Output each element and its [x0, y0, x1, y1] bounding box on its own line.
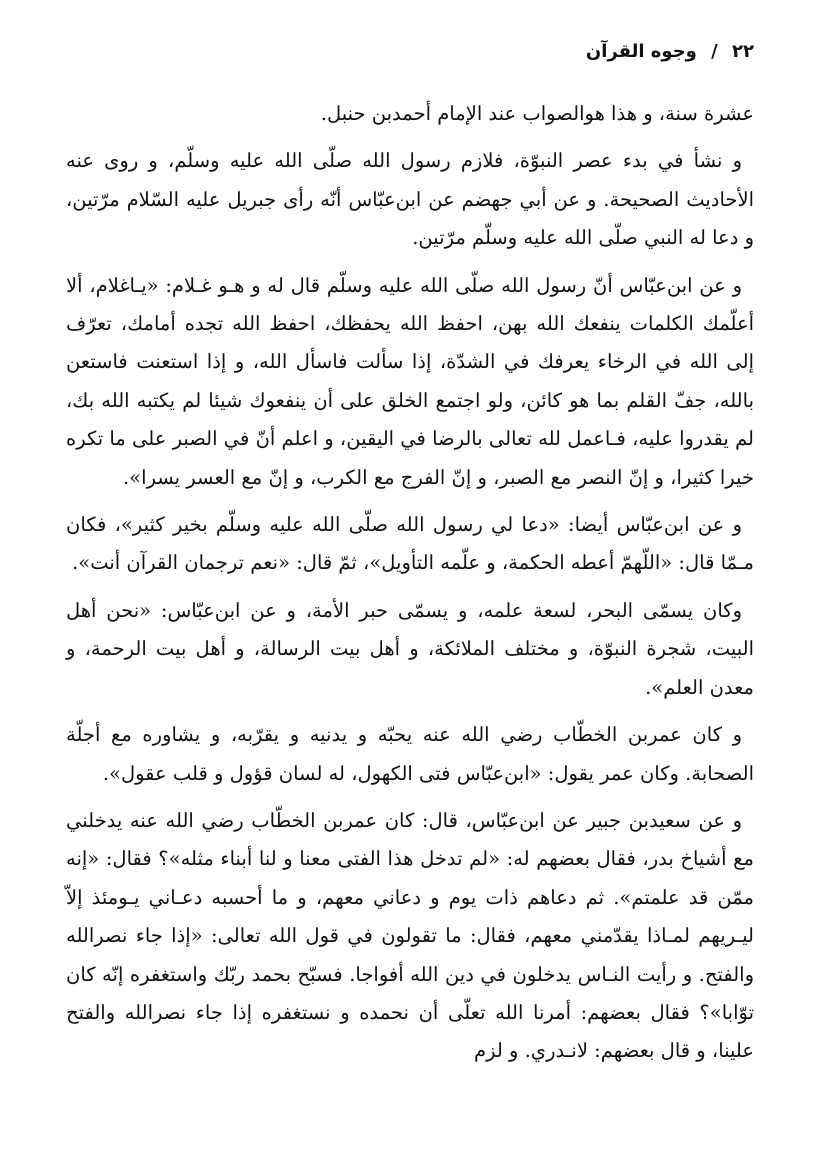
paragraph: وكان يسمّى البحر، لسعة علمه، و يسمّى حبر الأمة، و عن ابن‌عبّاس: «نحن أهل البيت، شجرة النبوّة، و مختلف الملائكة، و أهل بيت الرسالة، و أهل بيت الرحمة، و معدن العلم». — [66, 598, 754, 699]
paragraph: عشرة سنة، و هذا هوالصواب عند الإمام أحمدبن حنبل. — [320, 102, 754, 125]
book-title: وجوه القرآن — [585, 41, 697, 62]
paragraph: و عن ابن‌عبّاس أنّ رسول الله صلّى الله عليه وسلّم قال له و هـو غـلام: «يـاغلام، ألا أعلّمك الكلمات ينفعك الله بهن، احفظ الله يحفظك، احفظ الله تجده أمامك، تعرّف إلى الله في الرخاء يعرفك في الشدّة، إذا سألت فاسأل الله، و إذا استعنت فاستعن بالله، جفّ القلم بما هو كائن، ولو اجتمع الخلق على أن ينفعوك شيئا لم يكتبه الله بك، لم يقدروا عليه، فـاعمل لله تعالى بالرضا في اليقين، و اعلم أنّ في الصبر على ما تكره خيرا كثيرا، و إنّ النصر مع الصبر، و إنّ الفرج مع الكرب، و إنّ مع العسر يسرا». — [66, 273, 754, 489]
paragraph: و نشأ في بدء عصر النبوّة، فلازم رسول الله صلّى الله عليه وسلّم، و روى عنه الأحاديث الصحيحة. و عن أبي جهضم عن ابن‌عبّاس أنّه رأى جبريل عليه السّلام مرّتين، و دعا له النبي صلّى الله عليه وسلّم مرّتين. — [66, 149, 754, 250]
running-header — [66, 38, 754, 66]
paragraph: و كان عمربن الخطّاب رضي الله عنه يحبّه و يدنيه و يقرّبه، و يشاوره مع أجلّة الصحابة. وكان عمر يقول: «ابن‌عبّاس فتى الكهول، له لسان قؤول و قلب عقول». — [66, 723, 754, 785]
paragraph: و عن ابن‌عبّاس أيضا: «دعا لي رسول الله صلّى الله عليه وسلّم بخير كثير»، فكان مـمّا قال: «اللّهمّ أعطه الحكمة، و علّمه التأويل»، ثمّ قال: «نعم ترجمان القرآن أنت». — [66, 513, 754, 575]
page-body-text — [66, 95, 754, 1080]
paragraph: و عن سعيدبن جبير عن ابن‌عبّاس، قال: كان عمربن الخطّاب رضي الله عنه يدخلني مع أشياخ بدر، فقال بعضهم له: «لم تدخل هذا الفتى معنا و لنا أبناء مثله»؟ فقال: «إنه ممّن قد علمتم». ثم دعاهم ذات يوم و دعاني معهم، و ما أحسبه دعـاني يـومئذ إلاّ ليـريهم لمـاذا يقدّمني معهم، فقال: ما تقولون في قول الله تعالى: «إذا جاء نصرالله والفتح. و رأيت النـاس يدخلون في دين الله أفواجا. فسبّح بحمد ربّك واستغفره إنّه كان توّابا»؟ فقال بعضهم: أمرنا الله تعلّى أن نحمده و نستغفره إذا جاء نصرالله والفتح علينا، و قال بعضهم: لانـدري. و لزم — [66, 808, 754, 1063]
page-number: ٢٢ — [732, 41, 754, 62]
header-separator: / — [711, 41, 718, 62]
